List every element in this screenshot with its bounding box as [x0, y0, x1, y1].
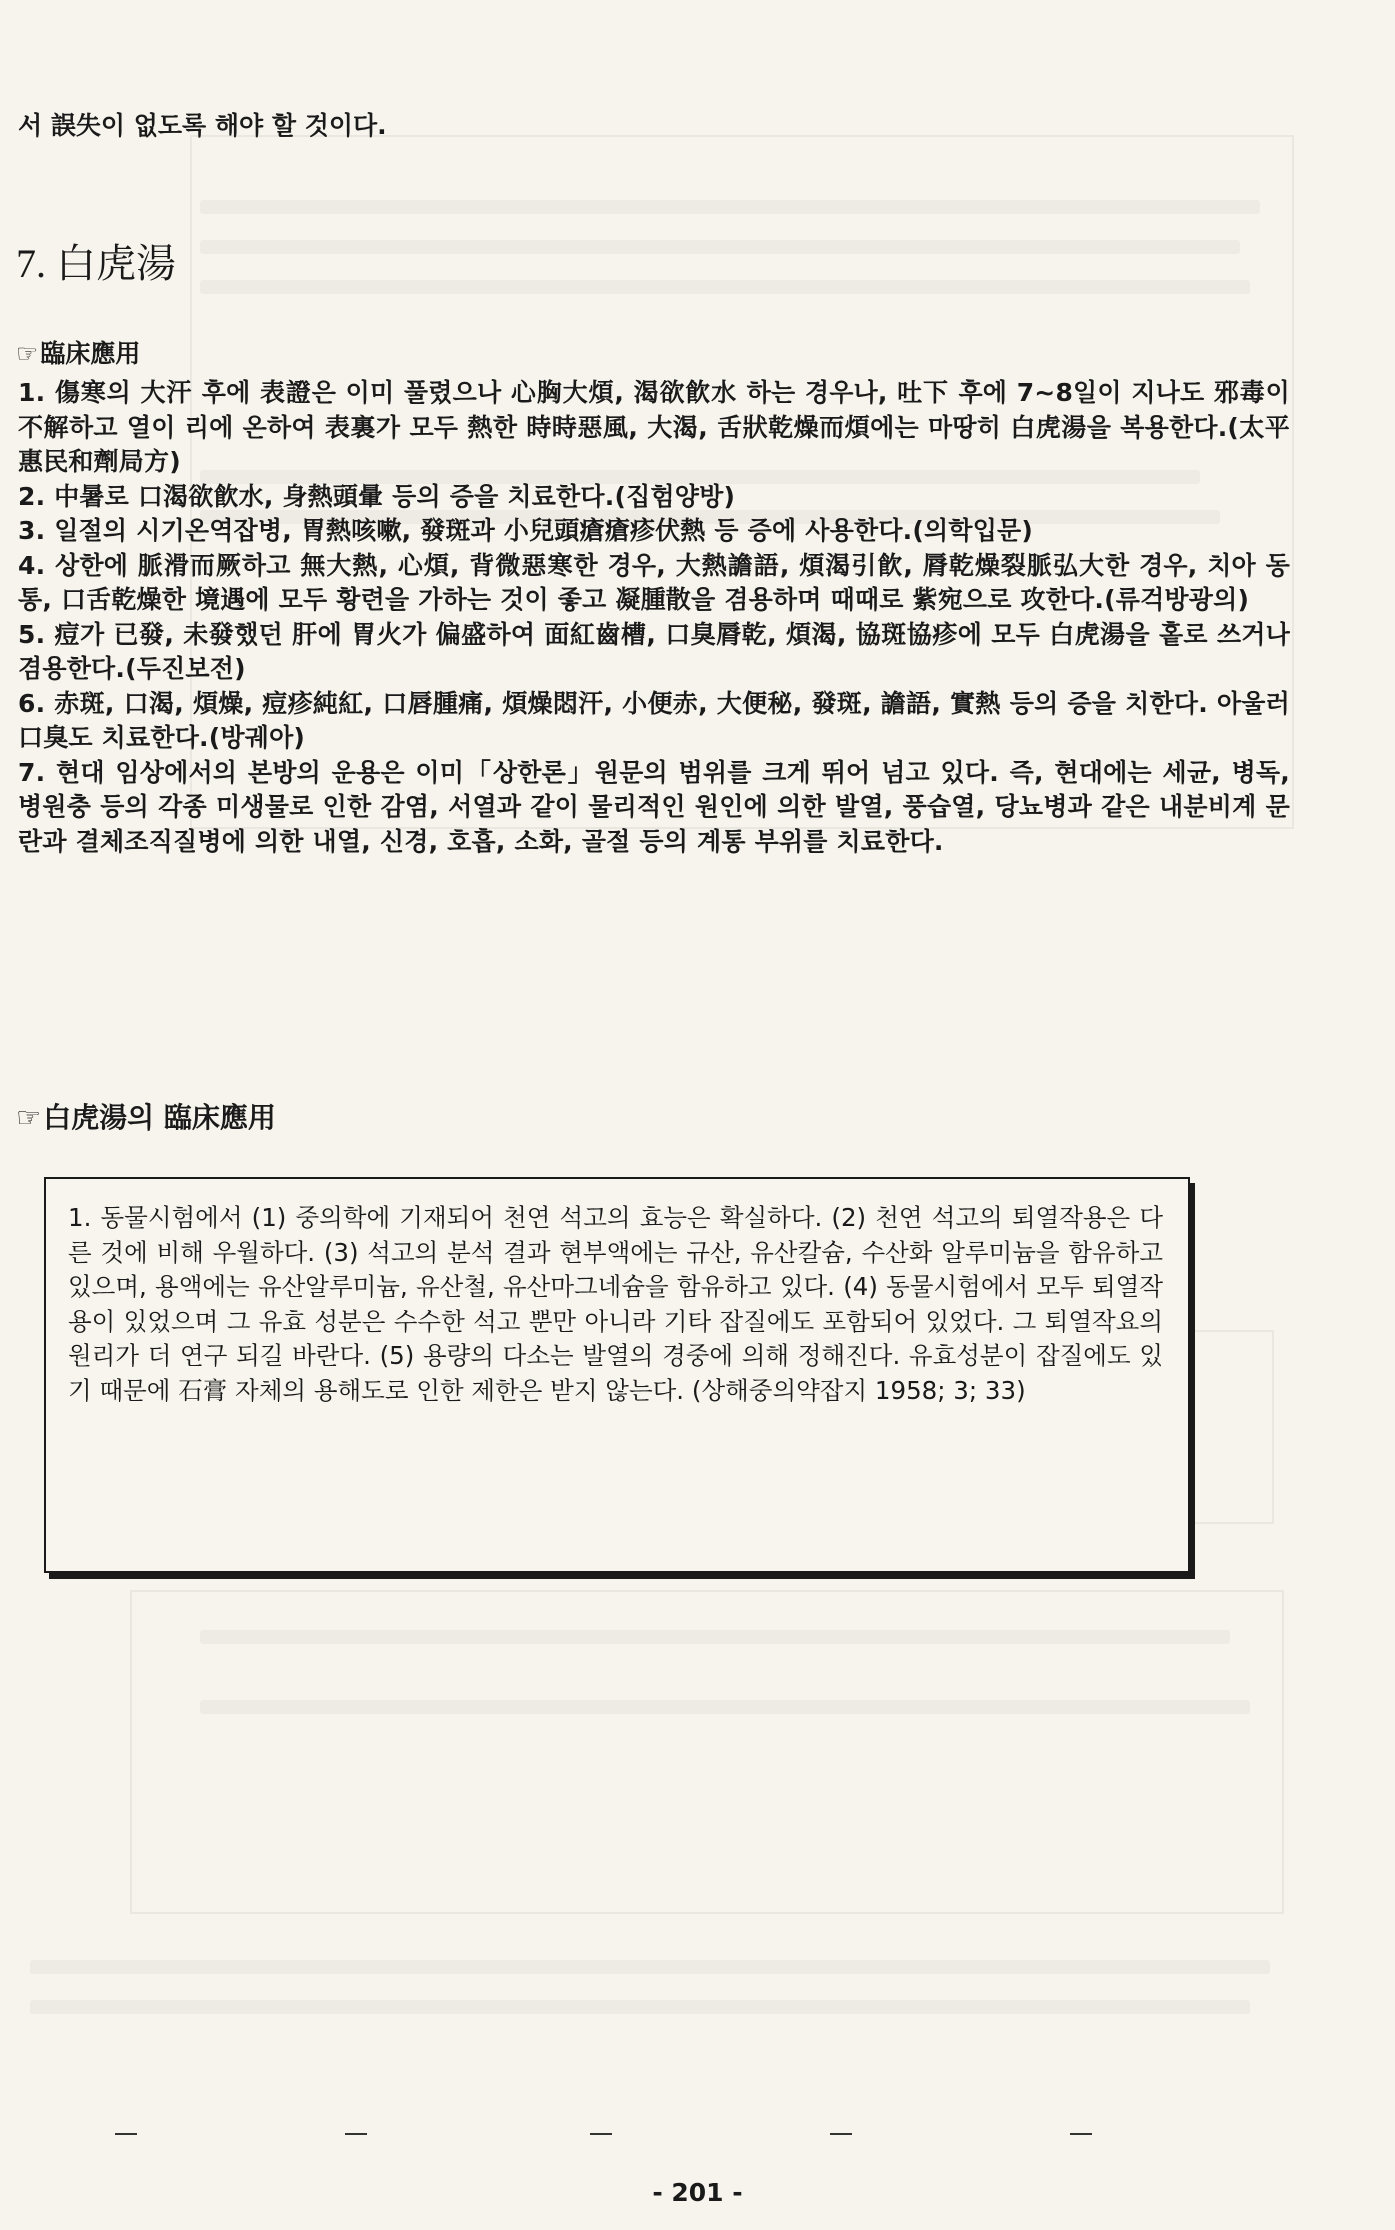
footer-rule — [1070, 2133, 1092, 2135]
research-box — [44, 1177, 1190, 1573]
pointing-hand-icon: ☞ — [16, 1101, 42, 1134]
list-item: 3. 일절의 시기온역잡병, 胃熱咳嗽, 發斑과 小兒頭瘡瘡疹伏熱 등 증에 사용한다.(의학입문) — [18, 516, 1034, 545]
footer-rule — [115, 2133, 137, 2135]
subheading-text: 白虎湯의 臨床應用 — [43, 1101, 276, 1134]
footer-rule — [830, 2133, 852, 2135]
footer-rule — [345, 2133, 367, 2135]
list-item: 5. 痘가 已發, 未發했던 肝에 胃火가 偏盛하여 面紅齒槽, 口臭脣乾, 煩渴, 協斑協疹에 모두 白虎湯을 홑로 쓰거나 겸용한다.(두진보전) — [18, 619, 1290, 683]
section-title: 7. 白虎湯 — [16, 241, 176, 286]
page-number: - 201 - — [652, 2178, 743, 2207]
subheading-clinical-use — [16, 334, 140, 370]
continuation-line: 서 誤失이 없도록 해야 할 것이다. — [18, 111, 387, 140]
subheading-baihu-clinical — [16, 1096, 276, 1136]
list-item: 2. 中暑로 口渴欲飮水, 身熱頭暈 등의 증을 치료한다.(집험양방) — [18, 481, 736, 511]
list-item: 6. 赤斑, 口渴, 煩燥, 痘疹純紅, 口唇腫痛, 煩燥悶汗, 小便赤, 大便秘, 發斑, 譫語, 實熱 등의 증을 치한다. 아울러 口臭도 치료한다.(방궤아) — [18, 688, 1290, 752]
list-item: 1. 傷寒의 大汗 후에 表證은 이미 풀렸으나 心胸大煩, 渴欲飮水 하는 경우나, 吐下 후에 7~8일이 지나도 邪毒이 不解하고 열이 리에 온하여 表裏가 모두 熱한 時時惡風, 大渴, 舌狀乾燥而煩에는 마땅히 白虎湯을 복용한다.(太平惠民和劑局方) — [18, 378, 1290, 476]
list-item: 4. 상한에 脈滑而厥하고 無大熱, 心煩, 背微惡寒한 경우, 大熱譫語, 煩渴引飮, 脣乾燥裂脈弘大한 경우, 치아 동통, 口舌乾燥한 境遇에 모두 황련을 가하는 것이 좋고 凝腫散을 겸용하며 때때로 紫宛으로 攻한다.(류걱방광의) — [18, 550, 1290, 614]
subheading-text: 臨床應用 — [40, 339, 141, 368]
research-box-text: 1. 동물시험에서 (1) 중의학에 기재되어 천연 석고의 효능은 확실하다. (2) 천연 석고의 퇴열작용은 다른 것에 비해 우월하다. (3) 석고의 분석 결과 현부액에는 규산, 유산칼슘, 수산화 알루미늄을 함유하고 있으며, 용액에는 유산알루미늄, 유산철, 유산마그네슘을 함유하고 있다. (4) 동물시험에서 모두 퇴열작용이 있었으며 그 유효 성분은 수수한 석고 뿐만 아니라 기타 잡질에도 포함되어 있었다. 그 퇴열작요의 원리가 더 연구 되길 바란다. (5) 용량의 다소는 발열의 경중에 의해 정해진다. 유효성분이 잡질에도 있기 때문에 石膏 자체의 용해도로 인한 제한은 받지 않는다. (상해중의약잡지 1958; 3; 33) — [68, 1203, 1163, 1405]
footer-rule — [590, 2133, 612, 2135]
pointing-hand-icon: ☞ — [16, 339, 39, 368]
list-item: 7. 현대 임상에서의 본방의 운용은 이미「상한론」원문의 범위를 크게 뛰어 넘고 있다. 즉, 현대에는 세균, 병독, 병원충 등의 각종 미생물로 인한 감염, 서열과 같이 물리적인 원인에 의한 발열, 풍습열, 당뇨병과 같은 내분비계 문란과 결체조직질병에 의한 내열, 신경, 호흡, 소화, 골절 등의 계통 부위를 치료한다. — [18, 757, 1290, 856]
clinical-use-list — [18, 376, 1290, 859]
